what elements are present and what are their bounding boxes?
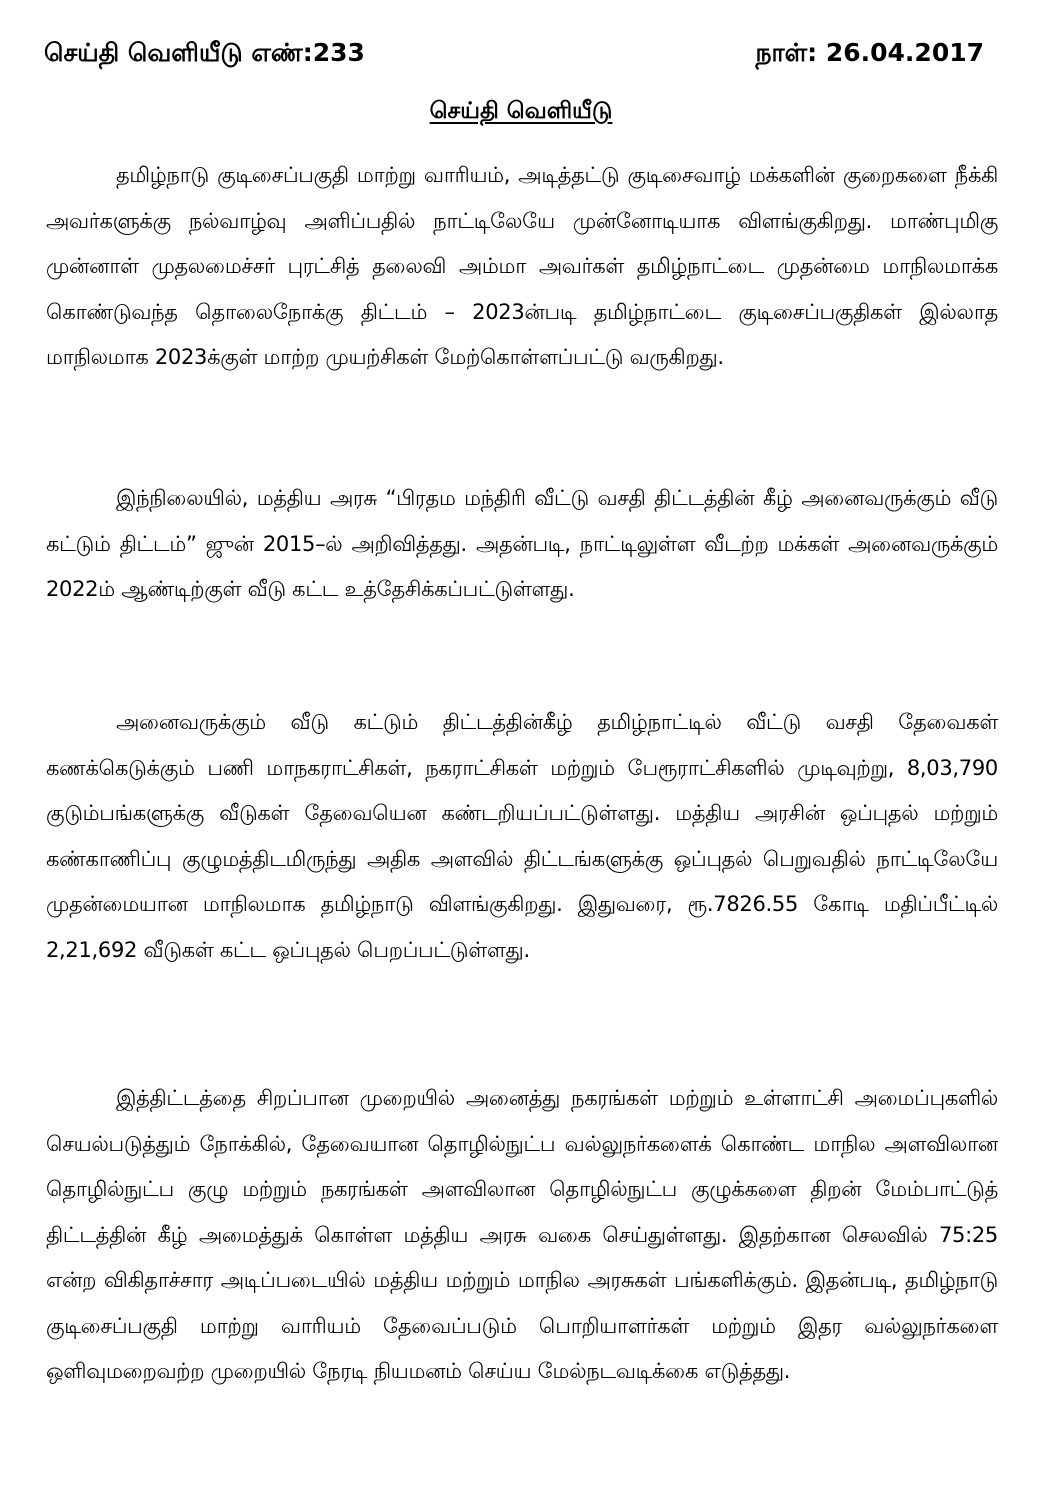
paragraph-1: தமிழ்நாடு குடிசைப்பகுதி மாற்று வாரியம், அடித்தட்டு குடிசைவாழ் மக்களின் குறைகளை நீக்கி அவர்களுக்கு நல்வாழ்வு அளிப்பதில் நாட்டிலேயே முன்னோடியாக விளங்குகிறது. மாண்புமிகு முன்னாள் முதலமைச்சர் புரட்சித் தலைவி அம்மா அவர்கள் தமிழ்நாட்டை முதன்மை மாநிலமாக்க கொண்டுவந்த தொலைநோக்கு திட்டம் – 2023ன்படி தமிழ்நாட்டை குடிசைப்பகுதிகள் இல்லாத மாநிலமாக 2023க்குள் மாற்ற முயற்சிகள் மேற்கொள்ளப்பட்டு வருகிறது. [46, 163, 998, 369]
header-row [44, 34, 984, 74]
document-title: செய்தி வெளியீடு [429, 98, 613, 124]
release-date: நாள்: 26.04.2017 [755, 37, 984, 67]
release-number: செய்தி வெளியீடு எண்:233 [44, 37, 365, 67]
paragraph-2: இந்நிலையில், மத்திய அரசு “பிரதம மந்திரி வீட்டு வசதி திட்டத்தின் கீழ் அனைவருக்கும் வீடு கட்டும் திட்டம்” ஜுன் 2015–ல் அறிவித்தது. அதன்படி, நாட்டிலுள்ள வீடற்ற மக்கள் அனைவருக்கும் 2022ம் ஆண்டிற்குள் வீடு கட்ட உத்தேசிக்கப்பட்டுள்ளது. [46, 486, 998, 601]
paragraph-3: அனைவருக்கும் வீடு கட்டும் திட்டத்தின்கீழ் தமிழ்நாட்டில் வீட்டு வசதி தேவைகள் கணக்கெடுக்கும் பணி மாநகராட்சிகள், நகராட்சிகள் மற்றும் பேரூராட்சிகளில் முடிவுற்று, 8,03,790 குடும்பங்களுக்கு வீடுகள் தேவையென கண்டறியப்பட்டுள்ளது. மத்திய அரசின் ஒப்புதல் மற்றும் கண்காணிப்பு குழுமத்திடமிருந்து அதிக அளவில் திட்டங்களுக்கு ஒப்புதல் பெறுவதில் நாட்டிலேயே முதன்மையான மாநிலமாக தமிழ்நாடு விளங்குகிறது. இதுவரை, ரூ.7826.55 கோடி மதிப்பீட்டில் 2,21,692 வீடுகள் கட்ட ஒப்புதல் பெறப்பட்டுள்ளது. [46, 710, 998, 962]
paragraph-4: இத்திட்டத்தை சிறப்பான முறையில் அனைத்து நகரங்கள் மற்றும் உள்ளாட்சி அமைப்புகளில் செயல்படுத்தும் நோக்கில், தேவையான தொழில்நுட்ப வல்லுநர்களைக் கொண்ட மாநில அளவிலான தொழில்நுட்ப குழு மற்றும் நகரங்கள் அளவிலான தொழில்நுட்ப குழுக்களை திறன் மேம்பாட்டுத் திட்டத்தின் கீழ் அமைத்துக் கொள்ள மத்திய அரசு வகை செய்துள்ளது. இதற்கான செலவில் 75:25 என்ற விகிதாச்சார அடிப்படையில் மத்திய மற்றும் மாநில அரசுகள் பங்களிக்கும். இதன்படி, தமிழ்நாடு குடிசைப்பகுதி மாற்று வாரியம் தேவைப்படும் பொறியாளர்கள் மற்றும் இதர வல்லுநர்களை ஒளிவுமறைவற்ற முறையில் நேரடி நியமனம் செய்ய மேல்நடவடிக்கை எடுத்தது. [46, 1086, 998, 1383]
